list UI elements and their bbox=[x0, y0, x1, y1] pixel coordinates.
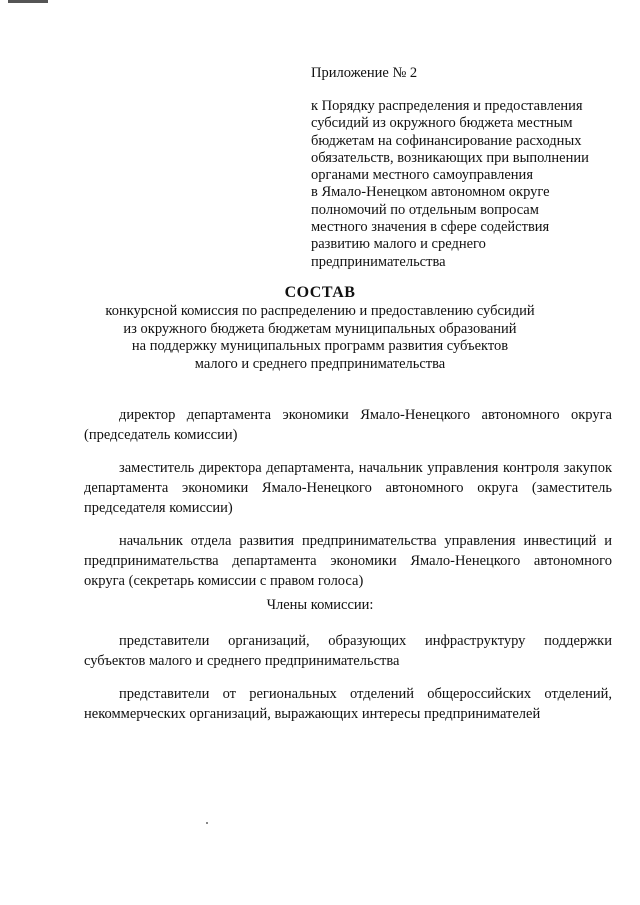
members-heading: Члены комиссии: bbox=[266, 597, 374, 613]
appendix-title: Приложение № 2 bbox=[311, 65, 418, 81]
document-subtitle: конкурсной комиссия по распределению и предоставлению субсидий из окружного бюджета бюджетам муниципальных образований на поддержку муниципальных программ развития субъектов малого и среднего предпринимательства bbox=[105, 303, 535, 372]
appendix-block bbox=[311, 64, 611, 271]
deputy-chairman-paragraph: заместитель директора департамента, начальник управления контроля закупок департамента экономики Ямало-Ненецкого автономного округа (заместитель председателя комиссии) bbox=[84, 460, 612, 516]
scan-dot bbox=[206, 822, 208, 824]
chairman-paragraph: директор департамента экономики Ямало-Ненецкого автономного округа (председатель комиссии) bbox=[84, 407, 612, 443]
secretary-paragraph: начальник отдела развития предпринимательства управления инвестиций и предпринимательства департамента экономики Ямало-Ненецкого автономного округа (секретарь комиссии с правом голоса) bbox=[84, 533, 612, 589]
appendix-text: к Порядку распределения и предоставления субсидий из окружного бюджета местным бюджетам на софинансирование расходных обязательств, возникающих при выполнении органами местного самоуправления в Ямало-Ненецком автономном округе полномочий по отдельным вопросам местного значения в сфере содействия развитию малого и среднего предпринимательства bbox=[311, 98, 589, 270]
members-item-regional-offices: представители от региональных отделений общероссийских отделений, некоммерческих организаций, выражающих интересы предпринимателей bbox=[84, 686, 612, 722]
document-heading: СОСТАВ bbox=[284, 284, 356, 301]
scan-edge-mark bbox=[8, 0, 48, 3]
members-item-infrastructure: представители организаций, образующих инфраструктуру поддержки субъектов малого и среднего предпринимательства bbox=[84, 633, 612, 669]
